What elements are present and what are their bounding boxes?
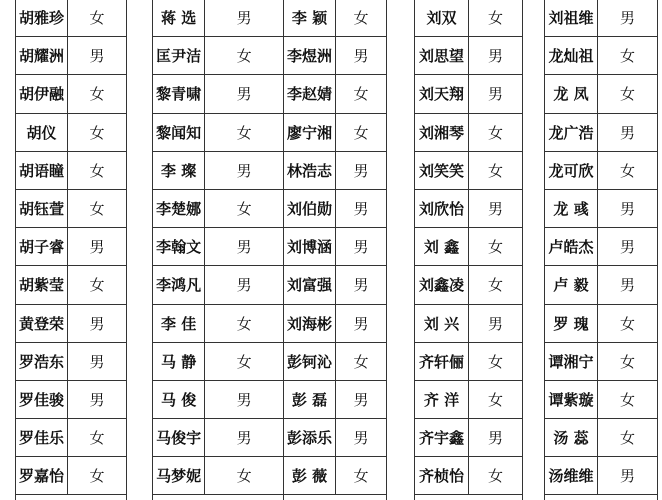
table-row	[415, 343, 522, 381]
table-row	[415, 457, 522, 495]
gender-cell: 女	[487, 390, 503, 409]
table-row	[284, 457, 386, 495]
table-row	[16, 75, 126, 113]
student-name-cell: 李 颖	[284, 0, 336, 36]
gender-cell: 男	[353, 238, 369, 257]
table-row	[16, 266, 126, 304]
gender-cell: 男	[236, 85, 252, 104]
student-name-cell: 刘双	[415, 0, 469, 36]
table-row	[415, 37, 522, 75]
gender-cell: 女	[89, 200, 105, 219]
student-name-cell: 黎青啸	[153, 75, 205, 112]
gender-cell: 女	[89, 467, 105, 486]
table-row	[16, 37, 126, 75]
student-name-cell: 胡子睿	[16, 228, 68, 265]
gender-cell: 女	[620, 390, 636, 409]
gender-cell: 女	[487, 9, 503, 28]
gender-cell: 男	[620, 238, 636, 257]
student-name-cell: 廖宁湘	[284, 114, 336, 151]
gender-cell: 男	[236, 390, 252, 409]
gender-cell: 男	[89, 314, 105, 333]
student-name-cell: 胡雅珍	[16, 0, 68, 36]
student-name-cell: 汤维维	[545, 457, 598, 494]
student-name-cell: 刘欣怡	[415, 190, 469, 227]
student-name-cell: 齐桢怡	[415, 457, 469, 494]
roster-column-3	[283, 0, 387, 500]
table-row	[16, 419, 126, 457]
table-row	[545, 457, 657, 495]
table-row	[16, 305, 126, 343]
gender-cell: 男	[487, 429, 503, 448]
table-row	[284, 228, 386, 266]
gender-cell: 男	[236, 429, 252, 448]
student-name-cell: 马 静	[153, 343, 205, 380]
table-row	[415, 0, 522, 37]
gender-cell: 女	[353, 467, 369, 486]
gender-cell: 女	[353, 352, 369, 371]
gender-cell: 男	[353, 161, 369, 180]
student-name-cell: 李煜洲	[284, 37, 336, 74]
student-name-cell: 齐宇鑫	[415, 419, 469, 456]
gender-cell: 男	[487, 200, 503, 219]
gender-cell: 男	[89, 47, 105, 66]
student-name-cell: 李翰文	[153, 228, 205, 265]
gender-cell: 女	[236, 200, 252, 219]
student-name-cell: 齐 洋	[415, 381, 469, 418]
table-row	[545, 152, 657, 190]
student-name-cell: 胡耀洲	[16, 37, 68, 74]
student-name-cell: 马俊宇	[153, 419, 205, 456]
table-row	[545, 0, 657, 37]
table-row	[284, 381, 386, 419]
gender-cell: 男	[236, 9, 252, 28]
student-name-cell: 齐轩俪	[415, 343, 469, 380]
roster-column-4	[414, 0, 523, 500]
table-row	[153, 343, 283, 381]
gender-cell: 女	[236, 123, 252, 142]
student-name-cell: 刘博涵	[284, 228, 336, 265]
gender-cell: 男	[89, 352, 105, 371]
student-name-cell: 罗浩东	[16, 343, 68, 380]
student-name-cell: 彭 薇	[284, 457, 336, 494]
roster-column-5	[544, 0, 658, 500]
table-row	[153, 0, 283, 37]
gender-cell: 男	[487, 314, 503, 333]
student-name-cell: 刘笑笑	[415, 152, 469, 189]
gender-cell: 女	[620, 352, 636, 371]
gender-cell: 女	[89, 276, 105, 295]
student-name-cell: 龙灿祖	[545, 37, 598, 74]
gender-cell: 女	[487, 238, 503, 257]
gender-cell: 女	[89, 161, 105, 180]
gender-cell: 女	[236, 47, 252, 66]
table-row	[153, 228, 283, 266]
student-name-cell: 黎闻知	[153, 114, 205, 151]
student-name-cell: 胡钰萱	[16, 190, 68, 227]
student-name-cell: 刘 鑫	[415, 228, 469, 265]
student-name-cell: 彭添乐	[284, 419, 336, 456]
table-row	[16, 228, 126, 266]
student-name-cell: 李楚娜	[153, 190, 205, 227]
student-name-cell: 刘伯勋	[284, 190, 336, 227]
gender-cell: 女	[487, 467, 503, 486]
table-row	[545, 75, 657, 113]
gender-cell: 男	[620, 200, 636, 219]
table-row	[545, 266, 657, 304]
table-row	[16, 114, 126, 152]
student-name-cell: 罗 瑰	[545, 305, 598, 342]
table-row	[284, 419, 386, 457]
roster-column-2	[152, 0, 284, 500]
table-row	[284, 37, 386, 75]
student-name-cell: 龙可欣	[545, 152, 598, 189]
table-row	[153, 37, 283, 75]
gender-cell: 女	[620, 429, 636, 448]
table-row	[415, 266, 522, 304]
gender-cell: 女	[620, 314, 636, 333]
table-row	[16, 152, 126, 190]
gender-cell: 男	[620, 123, 636, 142]
student-name-cell: 李鸿凡	[153, 266, 205, 303]
gender-cell: 女	[487, 352, 503, 371]
student-name-cell: 匡尹洁	[153, 37, 205, 74]
student-name-cell: 刘富强	[284, 266, 336, 303]
table-row	[284, 0, 386, 37]
table-row	[284, 190, 386, 228]
gender-cell: 女	[487, 161, 503, 180]
gender-cell: 男	[487, 85, 503, 104]
table-row	[284, 75, 386, 113]
student-name-cell: 李赵婧	[284, 75, 336, 112]
table-row	[153, 266, 283, 304]
gender-cell: 男	[353, 314, 369, 333]
gender-cell: 女	[353, 9, 369, 28]
student-name-cell: 刘思望	[415, 37, 469, 74]
gender-cell: 女	[236, 467, 252, 486]
table-row	[545, 114, 657, 152]
student-name-cell: 龙 彧	[545, 190, 598, 227]
gender-cell: 女	[89, 429, 105, 448]
student-name-cell: 蒋 选	[153, 0, 205, 36]
gender-cell: 男	[236, 276, 252, 295]
gender-cell: 男	[487, 47, 503, 66]
table-row	[284, 305, 386, 343]
student-name-cell: 李 佳	[153, 305, 205, 342]
student-name-cell: 卢皓杰	[545, 228, 598, 265]
gender-cell: 男	[353, 429, 369, 448]
table-row	[415, 75, 522, 113]
table-row	[153, 419, 283, 457]
student-name-cell: 马 俊	[153, 381, 205, 418]
gender-cell: 男	[620, 467, 636, 486]
gender-cell: 男	[236, 238, 252, 257]
table-row	[545, 305, 657, 343]
student-name-cell: 罗嘉怡	[16, 457, 68, 494]
gender-cell: 男	[353, 390, 369, 409]
gender-cell: 女	[236, 352, 252, 371]
table-row	[16, 0, 126, 37]
student-name-cell: 刘湘琴	[415, 114, 469, 151]
table-row	[545, 190, 657, 228]
student-name-cell: 胡伊融	[16, 75, 68, 112]
gender-cell: 女	[89, 9, 105, 28]
student-name-cell: 刘海彬	[284, 305, 336, 342]
gender-cell: 男	[353, 200, 369, 219]
table-row	[16, 190, 126, 228]
table-row	[415, 114, 522, 152]
table-row	[545, 228, 657, 266]
gender-cell: 女	[89, 85, 105, 104]
table-row	[545, 343, 657, 381]
table-row	[153, 152, 283, 190]
table-row	[284, 152, 386, 190]
table-row	[415, 305, 522, 343]
student-name-cell: 谭湘宁	[545, 343, 598, 380]
gender-cell: 女	[620, 47, 636, 66]
gender-cell: 女	[620, 85, 636, 104]
table-row	[415, 152, 522, 190]
table-row	[284, 266, 386, 304]
table-row	[284, 114, 386, 152]
gender-cell: 男	[236, 161, 252, 180]
student-name-cell: 刘 兴	[415, 305, 469, 342]
table-row	[153, 75, 283, 113]
table-row	[153, 114, 283, 152]
table-row	[16, 343, 126, 381]
table-row	[284, 343, 386, 381]
gender-cell: 女	[353, 123, 369, 142]
table-row	[153, 190, 283, 228]
gender-cell: 男	[353, 276, 369, 295]
table-row	[545, 419, 657, 457]
student-name-cell: 谭紫璇	[545, 381, 598, 418]
gender-cell: 女	[487, 123, 503, 142]
student-name-cell: 李 璨	[153, 152, 205, 189]
student-name-cell: 卢 毅	[545, 266, 598, 303]
student-name-cell: 彭 磊	[284, 381, 336, 418]
student-name-cell: 黄登荣	[16, 305, 68, 342]
table-row	[415, 381, 522, 419]
table-row	[415, 228, 522, 266]
student-name-cell: 胡紫莹	[16, 266, 68, 303]
student-name-cell: 罗佳骏	[16, 381, 68, 418]
gender-cell: 男	[620, 276, 636, 295]
table-row	[545, 381, 657, 419]
student-name-cell: 刘鑫凌	[415, 266, 469, 303]
student-name-cell: 刘天翔	[415, 75, 469, 112]
table-row	[153, 305, 283, 343]
roster-column-1	[15, 0, 127, 500]
gender-cell: 女	[487, 276, 503, 295]
table-row	[545, 37, 657, 75]
student-name-cell: 马梦妮	[153, 457, 205, 494]
table-row	[415, 190, 522, 228]
student-name-cell: 彭钶沁	[284, 343, 336, 380]
student-name-cell: 龙广浩	[545, 114, 598, 151]
student-name-cell: 胡仪	[16, 114, 68, 151]
gender-cell: 女	[236, 314, 252, 333]
table-row	[153, 457, 283, 495]
gender-cell: 男	[620, 9, 636, 28]
gender-cell: 女	[353, 85, 369, 104]
table-row	[153, 381, 283, 419]
gender-cell: 男	[353, 47, 369, 66]
table-row	[16, 381, 126, 419]
student-name-cell: 刘祖维	[545, 0, 598, 36]
student-name-cell: 汤 蕊	[545, 419, 598, 456]
student-name-cell: 罗佳乐	[16, 419, 68, 456]
student-name-cell: 龙 凤	[545, 75, 598, 112]
table-row	[16, 457, 126, 495]
student-name-cell: 胡语瞳	[16, 152, 68, 189]
gender-cell: 女	[620, 161, 636, 180]
gender-cell: 男	[89, 238, 105, 257]
gender-cell: 女	[89, 123, 105, 142]
table-row	[415, 419, 522, 457]
student-name-cell: 林浩志	[284, 152, 336, 189]
gender-cell: 男	[89, 390, 105, 409]
